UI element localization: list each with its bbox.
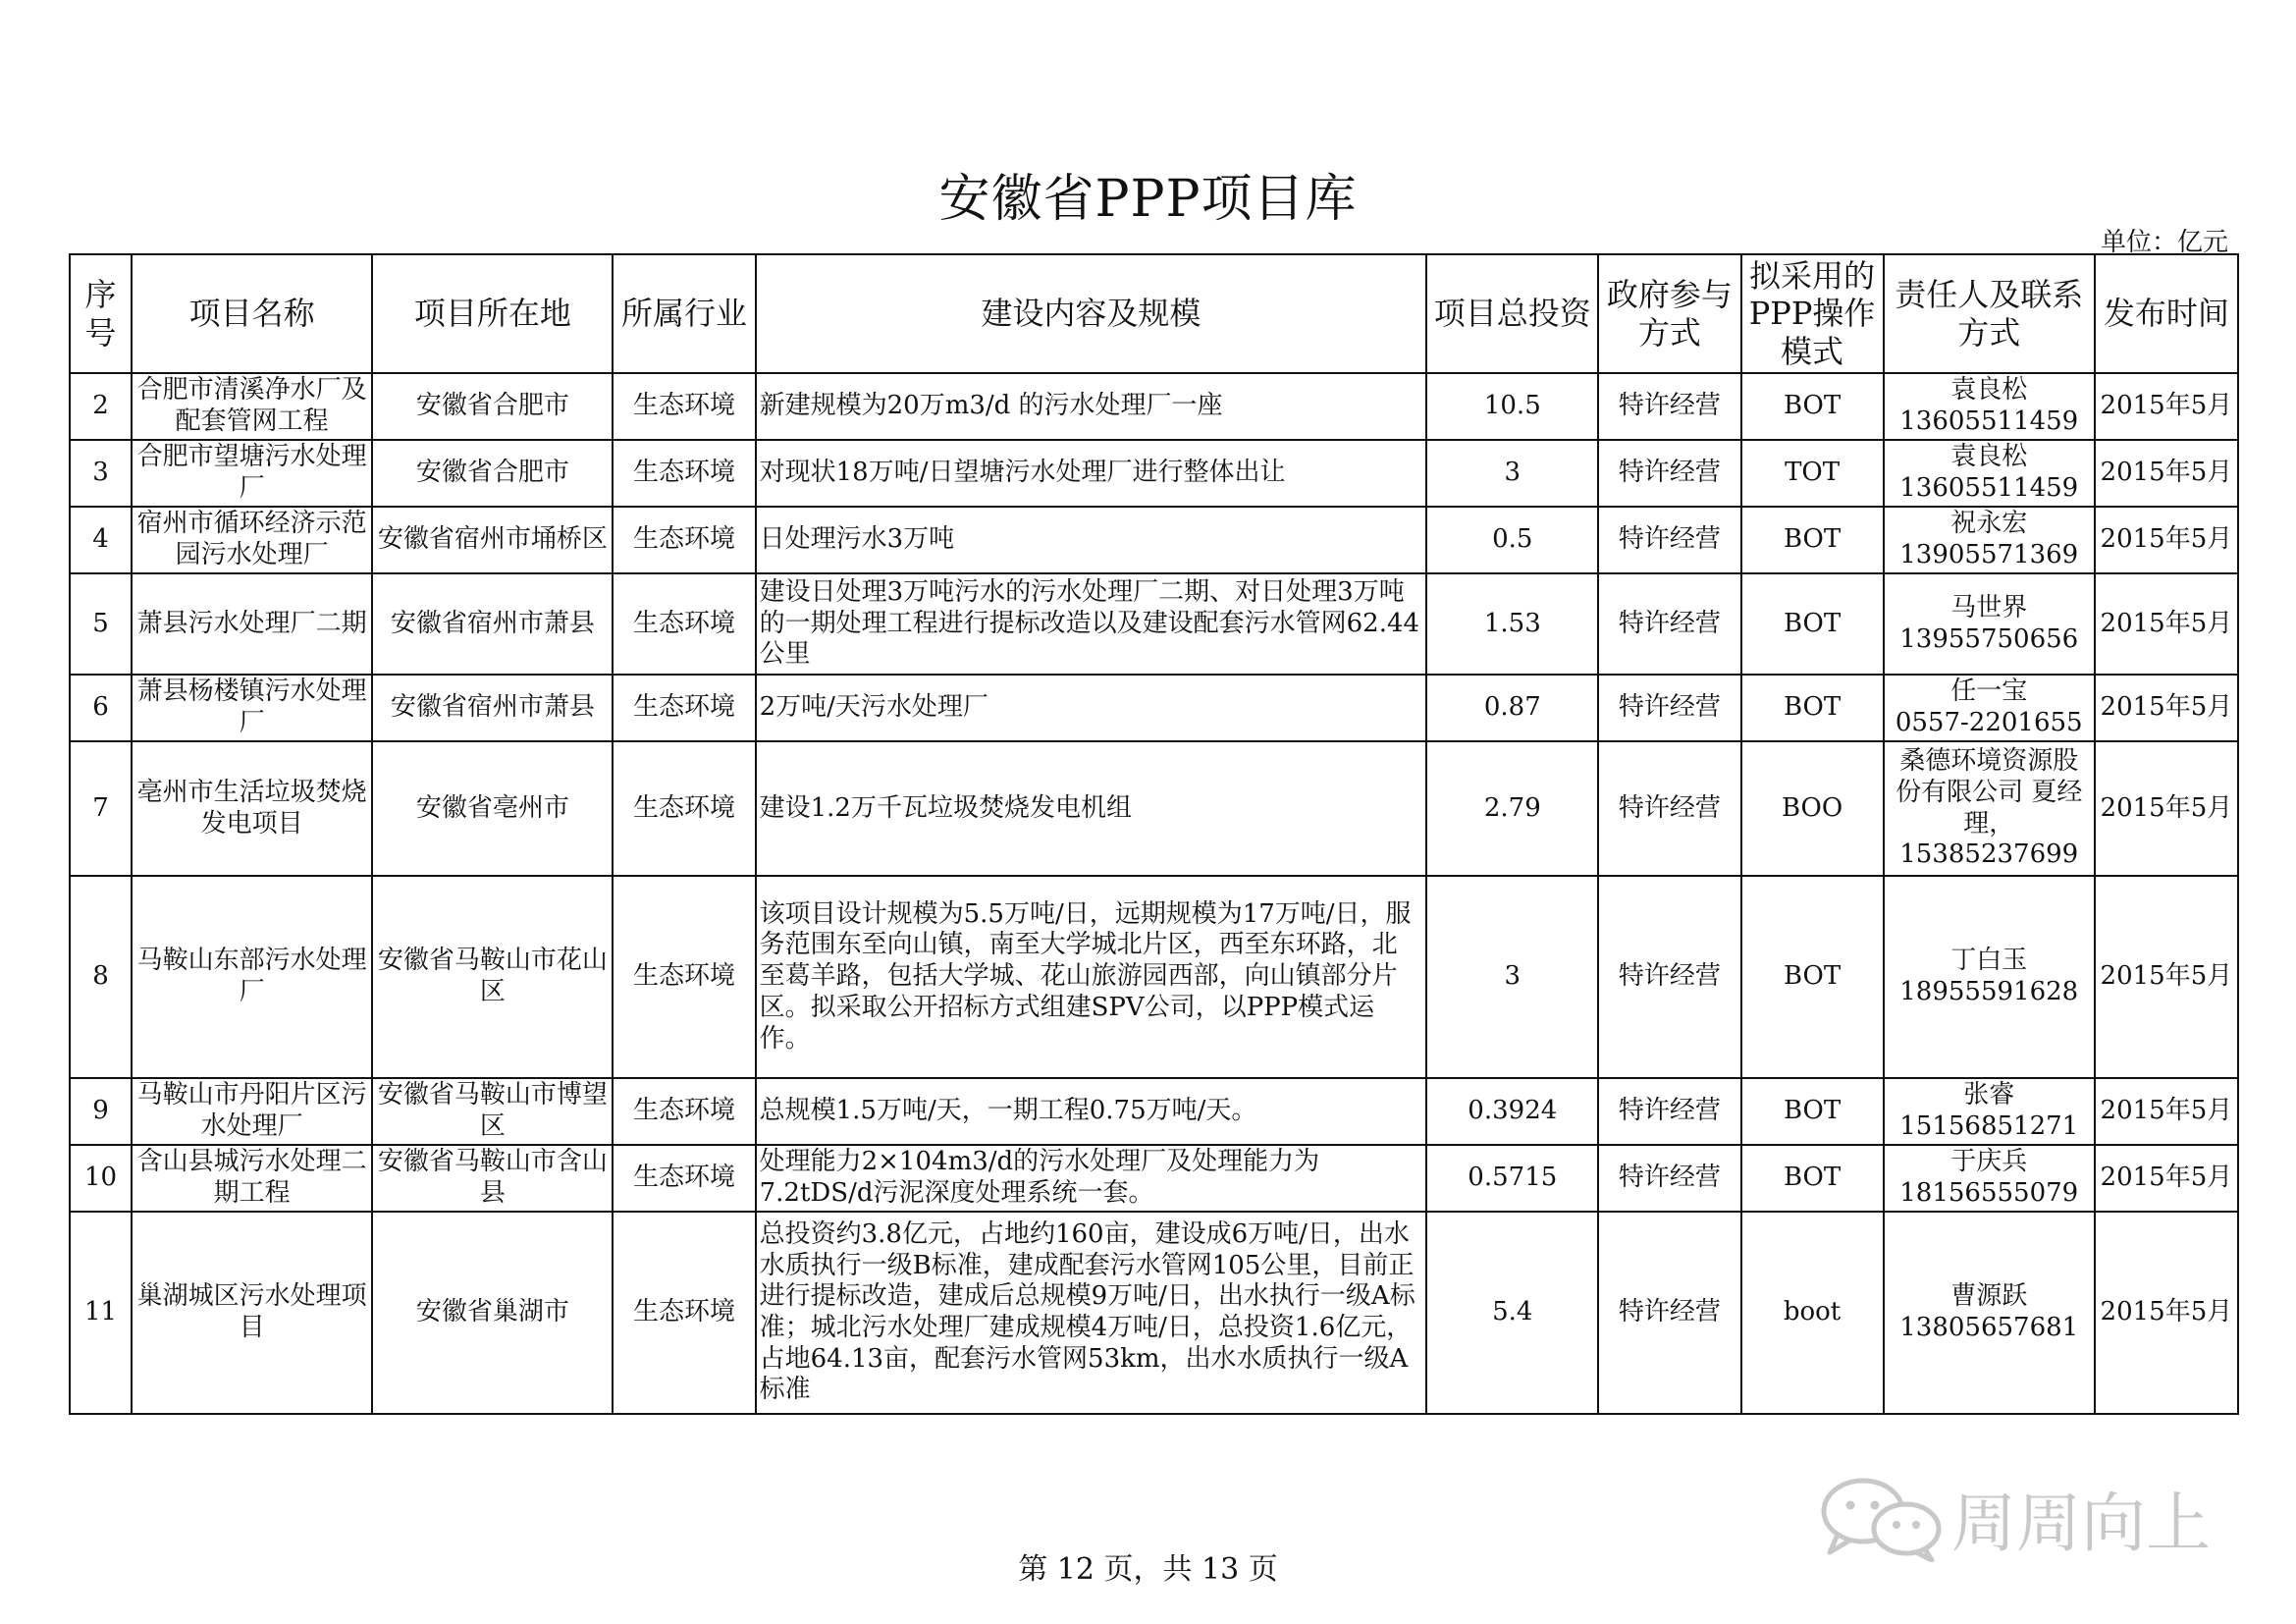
- header-row: [70, 254, 2238, 373]
- cell-gov-mode: 特许经营: [1598, 507, 1740, 573]
- cell-no: 10: [70, 1145, 132, 1212]
- cell-no: 7: [70, 741, 132, 876]
- cell-location: 安徽省亳州市: [372, 741, 613, 876]
- unit-label: 单位：亿元: [2100, 228, 2228, 257]
- cell-project-name: 萧县杨楼镇污水处理厂: [132, 675, 372, 741]
- cell-contact: 桑德环境资源股份有限公司 夏经理， 15385237699: [1884, 741, 2095, 876]
- cell-no: 5: [70, 573, 132, 675]
- cell-industry: 生态环境: [613, 1212, 755, 1414]
- table-row: [70, 573, 2238, 675]
- cell-project-name: 萧县污水处理厂二期: [132, 573, 372, 675]
- header-cell: 政府参与方式: [1598, 254, 1740, 373]
- cell-no: 9: [70, 1078, 132, 1145]
- cell-industry: 生态环境: [613, 741, 755, 876]
- cell-investment: 2.79: [1426, 741, 1598, 876]
- cell-ppp-mode: BOT: [1741, 675, 1884, 741]
- cell-ppp-mode: boot: [1741, 1212, 1884, 1414]
- cell-contact: 张睿 15156851271: [1884, 1078, 2095, 1145]
- cell-content: 对现状18万吨/日望塘污水处理厂进行整体出让: [756, 440, 1427, 507]
- cell-date: 2015年5月: [2095, 440, 2238, 507]
- cell-date: 2015年5月: [2095, 373, 2238, 440]
- cell-date: 2015年5月: [2095, 675, 2238, 741]
- cell-ppp-mode: TOT: [1741, 440, 1884, 507]
- cell-industry: 生态环境: [613, 1078, 755, 1145]
- cell-date: 2015年5月: [2095, 1145, 2238, 1212]
- table-row: [70, 741, 2238, 876]
- cell-project-name: 马鞍山东部污水处理厂: [132, 876, 372, 1078]
- cell-project-name: 合肥市清溪净水厂及配套管网工程: [132, 373, 372, 440]
- table-row: [70, 507, 2238, 573]
- cell-content: 建设1.2万千瓦垃圾焚烧发电机组: [756, 741, 1427, 876]
- cell-no: 8: [70, 876, 132, 1078]
- cell-gov-mode: 特许经营: [1598, 876, 1740, 1078]
- cell-date: 2015年5月: [2095, 876, 2238, 1078]
- header-cell: 项目所在地: [372, 254, 613, 373]
- cell-location: 安徽省合肥市: [372, 440, 613, 507]
- cell-no: 3: [70, 440, 132, 507]
- cell-location: 安徽省马鞍山市博望区: [372, 1078, 613, 1145]
- watermark: [1816, 1471, 2211, 1564]
- cell-location: 安徽省宿州市萧县: [372, 675, 613, 741]
- cell-location: 安徽省宿州市埇桥区: [372, 507, 613, 573]
- cell-industry: 生态环境: [613, 1145, 755, 1212]
- table-row: [70, 675, 2238, 741]
- cell-investment: 5.4: [1426, 1212, 1598, 1414]
- page-title: 安徽省PPP项目库: [938, 170, 1358, 229]
- cell-content: 处理能力2×104m3/d的污水处理厂及处理能力为7.2tDS/d污泥深度处理系统一套。: [756, 1145, 1427, 1212]
- cell-investment: 1.53: [1426, 573, 1598, 675]
- cell-investment: 10.5: [1426, 373, 1598, 440]
- cell-ppp-mode: BOT: [1741, 1145, 1884, 1212]
- cell-content: 总规模1.5万吨/天，一期工程0.75万吨/天。: [756, 1078, 1427, 1145]
- cell-investment: 3: [1426, 440, 1598, 507]
- cell-investment: 0.87: [1426, 675, 1598, 741]
- cell-content: 新建规模为20万m3/d 的污水处理厂一座: [756, 373, 1427, 440]
- cell-project-name: 亳州市生活垃圾焚烧发电项目: [132, 741, 372, 876]
- cell-project-name: 宿州市循环经济示范园污水处理厂: [132, 507, 372, 573]
- cell-ppp-mode: BOT: [1741, 507, 1884, 573]
- cell-contact: 袁良松 13605511459: [1884, 373, 2095, 440]
- cell-contact: 马世界 13955750656: [1884, 573, 2095, 675]
- cell-gov-mode: 特许经营: [1598, 1145, 1740, 1212]
- cell-no: 6: [70, 675, 132, 741]
- cell-project-name: 马鞍山市丹阳片区污水处理厂: [132, 1078, 372, 1145]
- wechat-icon: [1816, 1474, 1944, 1562]
- cell-project-name: 含山县城污水处理二期工程: [132, 1145, 372, 1212]
- cell-industry: 生态环境: [613, 440, 755, 507]
- header-cell: 项目名称: [132, 254, 372, 373]
- cell-content: 该项目设计规模为5.5万吨/日，远期规模为17万吨/日，服务范围东至向山镇，南至大学城北片区，西至东环路，北至葛羊路，包括大学城、花山旅游园西部，向山镇部分片区。拟采取公开招标方式组建SPV公司，以PPP模式运作。: [756, 876, 1427, 1078]
- table-row: [70, 1212, 2238, 1414]
- cell-content: 2万吨/天污水处理厂: [756, 675, 1427, 741]
- cell-investment: 0.5: [1426, 507, 1598, 573]
- cell-location: 安徽省马鞍山市花山区: [372, 876, 613, 1078]
- header-cell: 建设内容及规模: [756, 254, 1427, 373]
- cell-gov-mode: 特许经营: [1598, 1078, 1740, 1145]
- cell-location: 安徽省马鞍山市含山县: [372, 1145, 613, 1212]
- cell-ppp-mode: BOT: [1741, 876, 1884, 1078]
- cell-ppp-mode: BOT: [1741, 373, 1884, 440]
- cell-contact: 祝永宏 13905571369: [1884, 507, 2095, 573]
- cell-date: 2015年5月: [2095, 507, 2238, 573]
- cell-gov-mode: 特许经营: [1598, 373, 1740, 440]
- cell-location: 安徽省巢湖市: [372, 1212, 613, 1414]
- cell-gov-mode: 特许经营: [1598, 1212, 1740, 1414]
- table-row: [70, 876, 2238, 1078]
- cell-date: 2015年5月: [2095, 741, 2238, 876]
- cell-gov-mode: 特许经营: [1598, 675, 1740, 741]
- cell-contact: 于庆兵 18156555079: [1884, 1145, 2095, 1212]
- cell-industry: 生态环境: [613, 675, 755, 741]
- table-row: [70, 1078, 2238, 1145]
- cell-location: 安徽省合肥市: [372, 373, 613, 440]
- table-row: [70, 440, 2238, 507]
- cell-contact: 曹源跃 13805657681: [1884, 1212, 2095, 1414]
- cell-industry: 生态环境: [613, 876, 755, 1078]
- cell-gov-mode: 特许经营: [1598, 741, 1740, 876]
- page-footer: 第 12 页，共 13 页: [1018, 1552, 1278, 1587]
- cell-contact: 丁白玉 18955591628: [1884, 876, 2095, 1078]
- cell-investment: 0.3924: [1426, 1078, 1598, 1145]
- cell-ppp-mode: BOO: [1741, 741, 1884, 876]
- table-row: [70, 1145, 2238, 1212]
- cell-industry: 生态环境: [613, 373, 755, 440]
- cell-gov-mode: 特许经营: [1598, 573, 1740, 675]
- cell-date: 2015年5月: [2095, 573, 2238, 675]
- cell-content: 日处理污水3万吨: [756, 507, 1427, 573]
- cell-project-name: 合肥市望塘污水处理厂: [132, 440, 372, 507]
- cell-content: 建设日处理3万吨污水的污水处理厂二期、对日处理3万吨的一期处理工程进行提标改造以及建设配套污水管网62.44公里: [756, 573, 1427, 675]
- cell-date: 2015年5月: [2095, 1078, 2238, 1145]
- header-cell: 拟采用的PPP操作模式: [1741, 254, 1884, 373]
- cell-contact: 任一宝 0557-2201655: [1884, 675, 2095, 741]
- watermark-text: 周周向上: [1951, 1486, 2211, 1561]
- cell-ppp-mode: BOT: [1741, 573, 1884, 675]
- header-cell: 发布时间: [2095, 254, 2238, 373]
- header-cell: 所属行业: [613, 254, 755, 373]
- table-row: [70, 373, 2238, 440]
- cell-investment: 0.5715: [1426, 1145, 1598, 1212]
- cell-no: 11: [70, 1212, 132, 1414]
- cell-project-name: 巢湖城区污水处理项目: [132, 1212, 372, 1414]
- cell-location: 安徽省宿州市萧县: [372, 573, 613, 675]
- cell-investment: 3: [1426, 876, 1598, 1078]
- cell-contact: 袁良松 13605511459: [1884, 440, 2095, 507]
- header-cell: 项目总投资: [1426, 254, 1598, 373]
- header-cell: 序号: [70, 254, 132, 373]
- header-cell: 责任人及联系方式: [1884, 254, 2095, 373]
- cell-content: 总投资约3.8亿元，占地约160亩，建设成6万吨/日，出水水质执行一级B标准，建成配套污水管网105公里，目前正进行提标改造，建成后总规模9万吨/日，出水执行一级A标准；城北污水处理厂建成规模4万吨/日，总投资1.6亿元，占地64.13亩，配套污水管网53km，出水水质执行一级A标准: [756, 1212, 1427, 1414]
- cell-industry: 生态环境: [613, 573, 755, 675]
- project-table: [69, 253, 2239, 1415]
- cell-industry: 生态环境: [613, 507, 755, 573]
- cell-gov-mode: 特许经营: [1598, 440, 1740, 507]
- cell-date: 2015年5月: [2095, 1212, 2238, 1414]
- cell-ppp-mode: BOT: [1741, 1078, 1884, 1145]
- cell-no: 4: [70, 507, 132, 573]
- cell-no: 2: [70, 373, 132, 440]
